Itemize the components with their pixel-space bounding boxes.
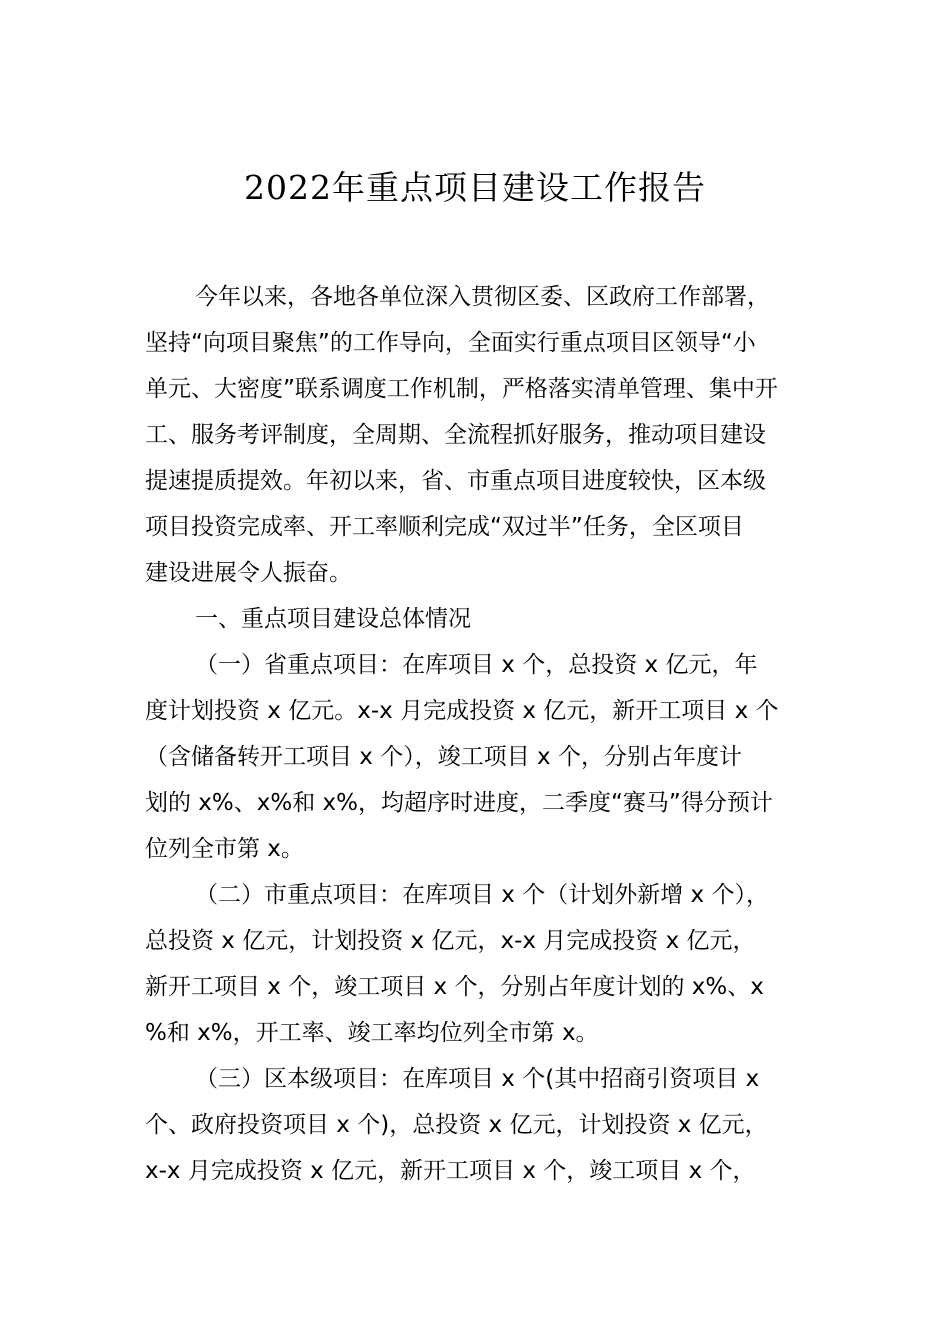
paragraph-line: （二）市重点项目：在库项目 x 个（计划外新增 x 个）， (195, 882, 769, 908)
paragraph-line: 提速提质提效。年初以来，省、市重点项目进度较快，区本级 (145, 468, 766, 494)
paragraph-line: （三）区本级项目：在库项目 x 个(其中招商引资项目 x (195, 1066, 760, 1092)
paragraph-line: 坚持“向项目聚焦”的工作导向，全面实行重点项目区领导“小 (145, 330, 756, 356)
paragraph-line: %和 x%，开工率、竣工率均位列全市第 x。 (145, 1020, 599, 1046)
paragraph-line: 建设进展令人振奋。 (145, 560, 352, 586)
paragraph-line: （含储备转开工项目 x 个），竣工项目 x 个，分别占年度计 (145, 744, 742, 770)
paragraph-line: 个、政府投资项目 x 个)，总投资 x 亿元，计划投资 x 亿元， (145, 1112, 768, 1138)
paragraph-line: 总投资 x 亿元，计划投资 x 亿元，x-x 月完成投资 x 亿元， (145, 928, 756, 954)
paragraph-line: 项目投资完成率、开工率顺利完成“双过半”任务，全区项目 (145, 514, 744, 540)
paragraph-line: 划的 x%、x%和 x%，均超序时进度，二季度“赛马”得分预计 (145, 790, 773, 816)
paragraph-line: 位列全市第 x。 (145, 836, 304, 862)
paragraph-line: 单元、大密度”联系调度工作机制，严格落实清单管理、集中开 (145, 376, 778, 402)
paragraph-line: 新开工项目 x 个，竣工项目 x 个，分别占年度计划的 x%、x (145, 974, 764, 1000)
document-title: 2022年重点项目建设工作报告 (244, 168, 706, 207)
document-body (145, 274, 810, 1194)
paragraph-line: （一）省重点项目：在库项目 x 个，总投资 x 亿元，年 (195, 652, 758, 678)
paragraph-line: 度计划投资 x 亿元。x-x 月完成投资 x 亿元，新开工项目 x 个 (145, 698, 779, 724)
section-heading: 一、重点项目建设总体情况 (195, 606, 471, 632)
paragraph-line: x-x 月完成投资 x 亿元，新开工项目 x 个，竣工项目 x 个， (145, 1158, 756, 1184)
paragraph-line: 今年以来，各地各单位深入贯彻区委、区政府工作部署， (195, 284, 770, 310)
paragraph-line: 工、服务考评制度，全周期、全流程抓好服务，推动项目建设 (145, 422, 766, 448)
